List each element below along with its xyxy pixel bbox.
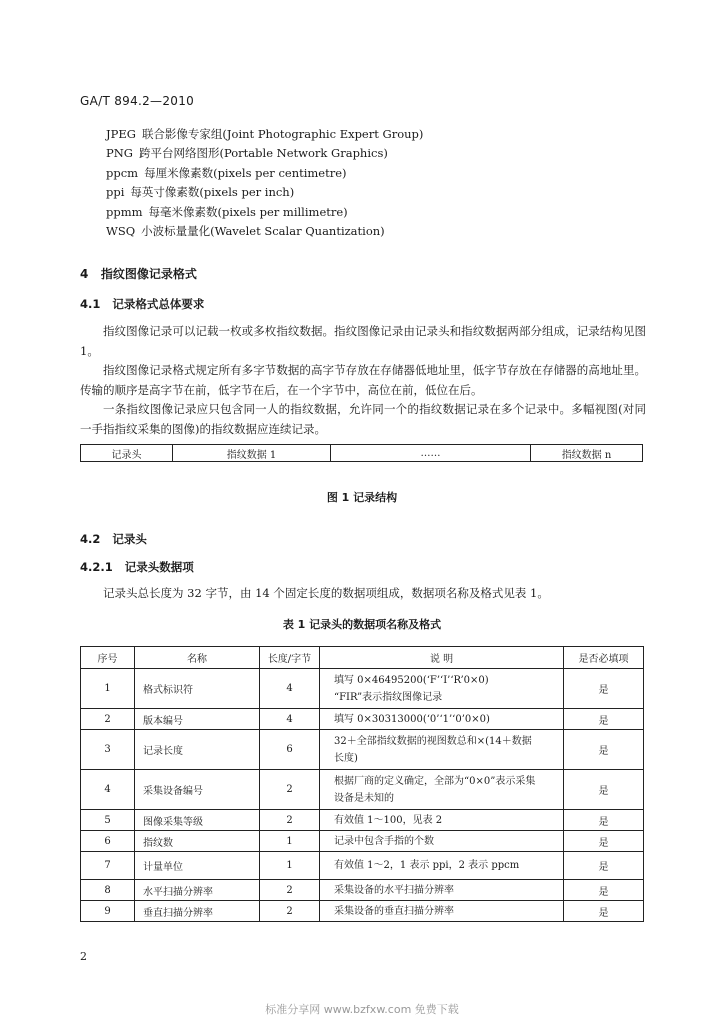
standard-number: GA/T 894.2—2010: [80, 94, 195, 108]
section-number: 4.1: [80, 297, 101, 311]
cell-required: 是: [564, 709, 644, 730]
column-header-description: 说 明: [320, 647, 564, 669]
column-header-required: 是否必填项: [564, 647, 644, 669]
section-number: 4: [80, 267, 89, 281]
cell-name: 计量单位: [135, 852, 260, 880]
section-title: 记录头数据项: [124, 560, 194, 574]
cell-description: 填写 0×30313000(‘0’‘1’‘0’0×0): [320, 709, 564, 730]
table-row: [81, 880, 644, 901]
section-title: 指纹图像记录格式: [100, 267, 197, 281]
cell-required: 是: [564, 831, 644, 852]
paragraph: 指纹图像记录可以记载一枚或多枚指纹数据。指纹图像记录由记录头和指纹数据两部分组成，记录结构见图 1。: [80, 324, 646, 358]
footer-watermark: 标准分享网 www.bzfxw.com 免费下载: [265, 1003, 459, 1016]
cell-description: 采集设备的垂直扫描分辨率: [320, 901, 564, 922]
cell-name: 图像采集等级: [135, 810, 260, 831]
record-header-table: [80, 646, 644, 922]
cell-required: 是: [564, 810, 644, 831]
cell-required: 是: [564, 770, 644, 810]
table-header-row: [81, 647, 644, 669]
cell-name: 水平扫描分辨率: [135, 880, 260, 901]
column-header-name: 名称: [135, 647, 260, 669]
cell-name: 指纹数: [135, 831, 260, 852]
cell-length: 4: [260, 709, 320, 730]
abbreviation-text: 每英寸像素数(pixels per inch): [130, 185, 295, 200]
paragraph: 一条指纹图像记录应只包含同一人的指纹数据，允许同一个的指纹数据记录在多个记录中。多幅视图(对同一手指指纹采集的图像)的指纹数据应连续记录。: [80, 402, 646, 436]
cell-name: 版本编号: [135, 709, 260, 730]
section-number: 4.2: [80, 532, 101, 546]
abbreviation-text: 联合影像专家组(Joint Photographic Expert Group): [141, 127, 424, 141]
section-4-2-heading: [80, 531, 147, 547]
abbreviation-text: 跨平台网络图形(Portable Network Graphics): [139, 146, 388, 161]
section-title: 记录头: [112, 532, 147, 546]
cell-no: 6: [81, 831, 135, 852]
section-4-1-heading: [80, 296, 204, 312]
cell-description: 有效值 1～100，见表 2: [320, 810, 564, 831]
cell-description: 填写 0×46495200(‘F’‘I’‘R’0×0) “FIR”表示指纹图像记录: [320, 669, 564, 709]
cell-length: 2: [260, 901, 320, 922]
column-header-no: 序号: [81, 647, 135, 669]
section-4-1-body: [80, 322, 646, 439]
section-4-heading: [80, 265, 197, 282]
cell-required: 是: [564, 901, 644, 922]
table-row: [81, 770, 644, 810]
abbreviation-item: [106, 203, 423, 222]
abbreviation-item: [106, 222, 423, 241]
cell-name: 垂直扫描分辨率: [135, 901, 260, 922]
cell-no: 2: [81, 709, 135, 730]
cell-description: 有效值 1～2，1 表示 ppi，2 表示 ppcm: [320, 852, 564, 880]
abbreviation-key: ppi: [106, 185, 125, 200]
abbreviation-item: [106, 183, 423, 202]
section-title: 记录格式总体要求: [112, 297, 205, 311]
struct-cell-data-1: 指纹数据 1: [173, 445, 331, 461]
table-row: [81, 831, 644, 852]
cell-no: 8: [81, 880, 135, 901]
cell-no: 3: [81, 730, 135, 770]
cell-description: 记录中包含手指的个数: [320, 831, 564, 852]
cell-no: 9: [81, 901, 135, 922]
cell-no: 4: [81, 770, 135, 810]
abbreviation-key: ppmm: [106, 204, 143, 219]
struct-cell-header: 记录头: [81, 445, 173, 461]
cell-length: 2: [260, 770, 320, 810]
table-row: [81, 810, 644, 831]
section-4-2-1-heading: [80, 559, 194, 575]
cell-length: 4: [260, 669, 320, 709]
abbreviation-list: [106, 125, 423, 241]
record-structure-figure: [80, 444, 643, 462]
table-row: [81, 669, 644, 709]
table-row: [81, 709, 644, 730]
cell-description: 采集设备的水平扫描分辨率: [320, 880, 564, 901]
page-number: 2: [80, 950, 87, 963]
abbreviation-key: ppcm: [106, 165, 139, 180]
abbreviation-key: PNG: [106, 146, 133, 161]
cell-length: 2: [260, 810, 320, 831]
struct-cell-ellipsis: ……: [331, 445, 531, 461]
abbreviation-item: [106, 164, 423, 183]
paragraph: 记录头总长度为 32 字节，由 14 个固定长度的数据项组成，数据项名称及格式见表 1。: [103, 586, 549, 600]
cell-no: 5: [81, 810, 135, 831]
abbreviation-text: 每毫米像素数(pixels per millimetre): [148, 204, 348, 219]
table-row: [81, 852, 644, 880]
abbreviation-text: 每厘米像素数(pixels per centimetre): [144, 165, 347, 180]
cell-required: 是: [564, 880, 644, 901]
cell-required: 是: [564, 669, 644, 709]
cell-length: 1: [260, 852, 320, 880]
section-number: 4.2.1: [80, 560, 113, 574]
figure-caption: 图 1 记录结构: [326, 491, 398, 504]
cell-length: 6: [260, 730, 320, 770]
table-row: [81, 901, 644, 922]
cell-no: 7: [81, 852, 135, 880]
cell-length: 2: [260, 880, 320, 901]
abbreviation-key: JPEG: [106, 127, 136, 141]
column-header-length: 长度/字节: [260, 647, 320, 669]
paragraph: 指纹图像记录格式规定所有多字节数据的高字节存放在存储器低地址里，低字节存放在存储器的高地址里。传输的顺序是高字节在前，低字节在后，在一个字节中，高位在前，低位在后。: [80, 363, 646, 397]
cell-name: 采集设备编号: [135, 770, 260, 810]
abbreviation-text: 小波标量量化(Wavelet Scalar Quantization): [141, 223, 385, 238]
cell-required: 是: [564, 852, 644, 880]
cell-no: 1: [81, 669, 135, 709]
abbreviation-item: [106, 125, 423, 144]
cell-description: 32＋全部指纹数据的视图数总和×(14＋数据 长度): [320, 730, 564, 770]
cell-length: 1: [260, 831, 320, 852]
table-caption: 表 1 记录头的数据项名称及格式: [282, 618, 442, 631]
cell-required: 是: [564, 730, 644, 770]
abbreviation-item: [106, 144, 423, 163]
cell-description: 根据厂商的定义确定，全部为“0×0”表示采集 设备是未知的: [320, 770, 564, 810]
cell-name: 记录长度: [135, 730, 260, 770]
cell-name: 格式标识符: [135, 669, 260, 709]
abbreviation-key: WSQ: [106, 223, 136, 238]
table-row: [81, 730, 644, 770]
struct-cell-data-n: 指纹数据 n: [561, 449, 612, 461]
table-body: [81, 669, 644, 922]
